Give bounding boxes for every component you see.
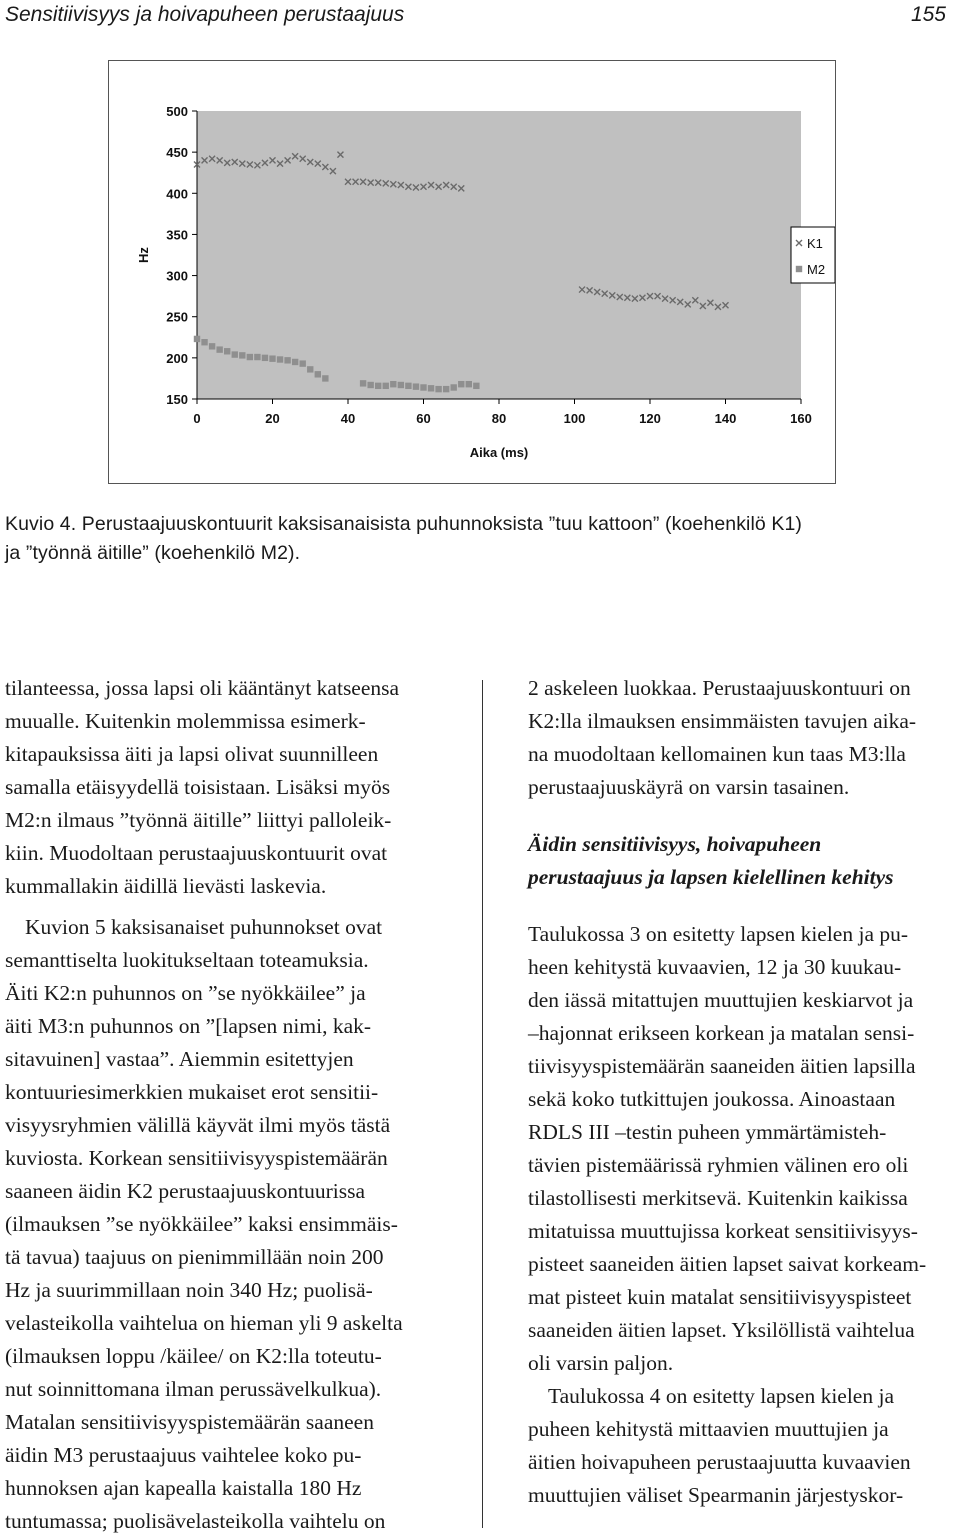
text-line: muualle. Kuitenkin molemmissa esimerk- [5,709,366,733]
data-point-m2 [201,339,207,345]
data-point-m2 [209,343,215,349]
left-text-column [5,672,437,1538]
text-line: velasteikolla vaihtelua on hieman yli 9 askelta [5,1311,403,1335]
text-line: (ilmauksen ”se nyökkäilee” kaksi ensimmäis- [5,1212,398,1236]
text-line: kiin. Muodoltaan perustaajuuskontuurit ovat [5,841,388,865]
spacer [5,903,437,911]
text-line: 2 askeleen luokkaa. Perustaajuuskontuuri on [528,676,911,700]
y-tick-label: 150 [166,392,188,407]
x-tick-label: 20 [265,411,280,426]
running-head [5,0,946,30]
text-line: Taulukossa 3 on esitetty lapsen kielen ja pu- [528,922,909,946]
figure-caption [5,510,955,568]
data-point-m2 [451,384,457,390]
text-line: oli varsin paljon. [528,1351,674,1375]
text-line: K2:lla ilmauksen ensimmäisten tavujen aika- [528,709,917,733]
data-point-m2 [307,366,313,372]
text-line: perustaajuuskäyrä on varsin tasainen. [528,775,850,799]
text-line: RDLS III –testin puheen ymmärtämisteh- [528,1120,887,1144]
plot-area [197,111,801,399]
data-point-m2 [292,359,298,365]
text-line: mat pisteet kuin matalat sensitiivisyyspisteet [528,1285,912,1309]
text-line: pisteet saaneiden äitien lapset saivat korkeam- [528,1252,927,1276]
text-line: semanttiselta luokitukseltaan toteamuksia. [5,948,369,972]
text-line: den iässä mitattujen muuttujien keskiarvot ja [528,988,914,1012]
y-tick-label: 300 [166,268,188,284]
text-line: perustaajuus ja lapsen kielellinen kehitys [528,865,894,889]
data-point-m2 [247,354,253,360]
data-point-m2 [413,383,419,389]
text-line: (ilmauksen loppu /käilee/ on K2:lla toteutu- [5,1344,382,1368]
spacer [528,804,960,828]
x-tick-label: 120 [639,411,661,426]
text-line: tilanteessa, jossa lapsi oli kääntänyt katseensa [5,676,400,700]
right-text-column [528,672,960,1512]
text-line: mitatuissa muuttujissa korkeat sensitiivisyys- [528,1219,918,1243]
y-tick-label: 450 [166,145,188,161]
text-line: muuttujien väliset Spearmanin järjestyskor- [528,1483,904,1507]
text-line: saaneiden äitien lapset. Yksilöllistä vaihtelua [528,1318,915,1342]
x-tick-label: 160 [790,411,812,426]
data-point-m2 [254,354,260,360]
data-point-m2 [269,355,275,361]
x-tick-label: 100 [563,411,586,426]
x-tick-label: 40 [340,411,356,426]
data-point-m2 [383,383,389,389]
text-line: tävien pistemäärissä ryhmien välinen ero oli [528,1153,909,1177]
column-divider [482,680,483,1528]
data-point-m2 [232,351,238,357]
text-line: äitien hoivapuheen perustaajuutta kuvaavien [528,1450,911,1474]
x-tick-label: 0 [193,411,201,426]
text-line: Kuvion 5 kaksisanaiset puhunnokset ovat [25,915,383,939]
caption-line: Kuvio 4. Perustaajuuskontuurit kaksisanaisista puhunnoksista ”tuu kattoon” (koehenkilö K1) [5,513,803,535]
text-line: Matalan sensitiivisyyspistemäärän saaneen [5,1410,374,1434]
text-line: sitavuinen] vastaa”. Aiemmin esitettyjen [5,1047,354,1071]
text-line: tilastollisesti merkitsevä. Kuitenkin kaikissa [528,1186,908,1210]
text-line: puheen kehitystä mittaavien muuttujien ja [528,1417,889,1441]
text-line: äiti M3:n puhunnos on ”[lapsen nimi, kak- [5,1014,372,1038]
data-point-m2 [428,385,434,391]
y-tick-label: 200 [166,350,188,366]
text-line: M2:n ilmaus ”työnnä äitille” liittyi palloleik- [5,808,392,832]
text-line: Äidin sensitiivisyys, hoivapuheen [528,832,822,856]
legend-marker-m2 [796,266,802,272]
data-point-m2 [405,383,411,389]
x-tick-label: 80 [491,411,507,426]
data-point-m2 [375,383,381,389]
caption-line: ja ”työnnä äitille” (koehenkilö M2). [5,542,301,564]
data-point-m2 [224,348,230,354]
text-line: tä tavua) taajuus on pienimmillään noin 200 [5,1245,384,1269]
text-line: hunnoksen ajan kapealla kaistalla 180 Hz [5,1476,362,1500]
data-point-m2 [390,381,396,387]
text-line: na muodoltaan kellomainen kun taas M3:lla [528,742,906,766]
data-point-m2 [322,375,328,381]
y-axis-label: Hz [136,247,151,263]
x-tick-label: 60 [416,411,431,426]
y-tick-label: 350 [166,227,188,243]
data-point-m2 [435,386,441,392]
data-point-m2 [367,382,373,388]
text-line: kitapauksissa äiti ja lapsi olivat suunnilleen [5,742,379,766]
text-line: nut soinnittomana ilman perussävelkulkua). [5,1377,382,1401]
text-line: kontuuriesimerkkien mukaiset erot sensitii- [5,1080,379,1104]
data-point-m2 [473,383,479,389]
data-point-m2 [262,355,268,361]
spacer [528,894,960,918]
legend-label: K1 [807,236,823,251]
data-point-m2 [194,336,200,342]
text-line: äidin M3 perustaajuus vaihtelee koko pu- [5,1443,362,1467]
text-line: Äiti K2:n puhunnos on ”se nyökkäilee” ja [5,981,366,1005]
x-axis-label: Aika (ms) [469,445,529,460]
text-line: tiivisyyspistemäärän saaneiden äitien lapsilla [528,1054,916,1078]
data-point-m2 [398,382,404,388]
data-point-m2 [315,371,321,377]
data-point-m2 [216,346,222,352]
text-line: kummallakin äidillä lievästi laskevia. [5,874,327,898]
data-point-m2 [277,356,283,362]
y-tick-label: 250 [166,309,188,325]
data-point-m2 [443,386,449,392]
text-line: Taulukossa 4 on esitetty lapsen kielen ja [548,1384,894,1408]
page-number: 155 [910,3,946,26]
y-tick-label: 400 [166,186,188,202]
text-line: kuviosta. Korkean sensitiivisyyspistemäärän [5,1146,388,1170]
data-point-m2 [300,360,306,366]
running-title: Sensitiivisyys ja hoivapuheen perustaajuus [5,3,405,26]
y-tick-label: 500 [166,104,188,119]
legend-label: M2 [807,262,826,277]
data-point-m2 [466,381,472,387]
text-line: samalla etäisyydellä toisistaan. Lisäksi myös [5,775,391,799]
data-point-m2 [360,380,366,386]
text-line: heen kehitystä kuvaavien, 12 ja 30 kuukau- [528,955,902,979]
x-tick-label: 140 [714,411,737,426]
figure-4-chart [108,60,836,484]
pitch-contour-scatter [109,61,835,483]
text-line: –hajonnat erikseen korkean ja matalan sensi- [528,1021,915,1045]
data-point-m2 [420,384,426,390]
text-line: visyysryhmien välillä käyvät ilmi myös tästä [5,1113,391,1137]
text-line: Hz ja suurimmillaan noin 340 Hz; puolisä- [5,1278,373,1302]
text-line: saaneen äidin K2 perustaajuuskontuurissa [5,1179,366,1203]
text-line: tuntumassa; puolisävelasteikolla vaihtelu on [5,1509,386,1533]
text-line: sekä koko tutkittujen joukossa. Ainoastaan [528,1087,896,1111]
data-point-m2 [458,381,464,387]
data-point-m2 [239,352,245,358]
data-point-m2 [284,357,290,363]
